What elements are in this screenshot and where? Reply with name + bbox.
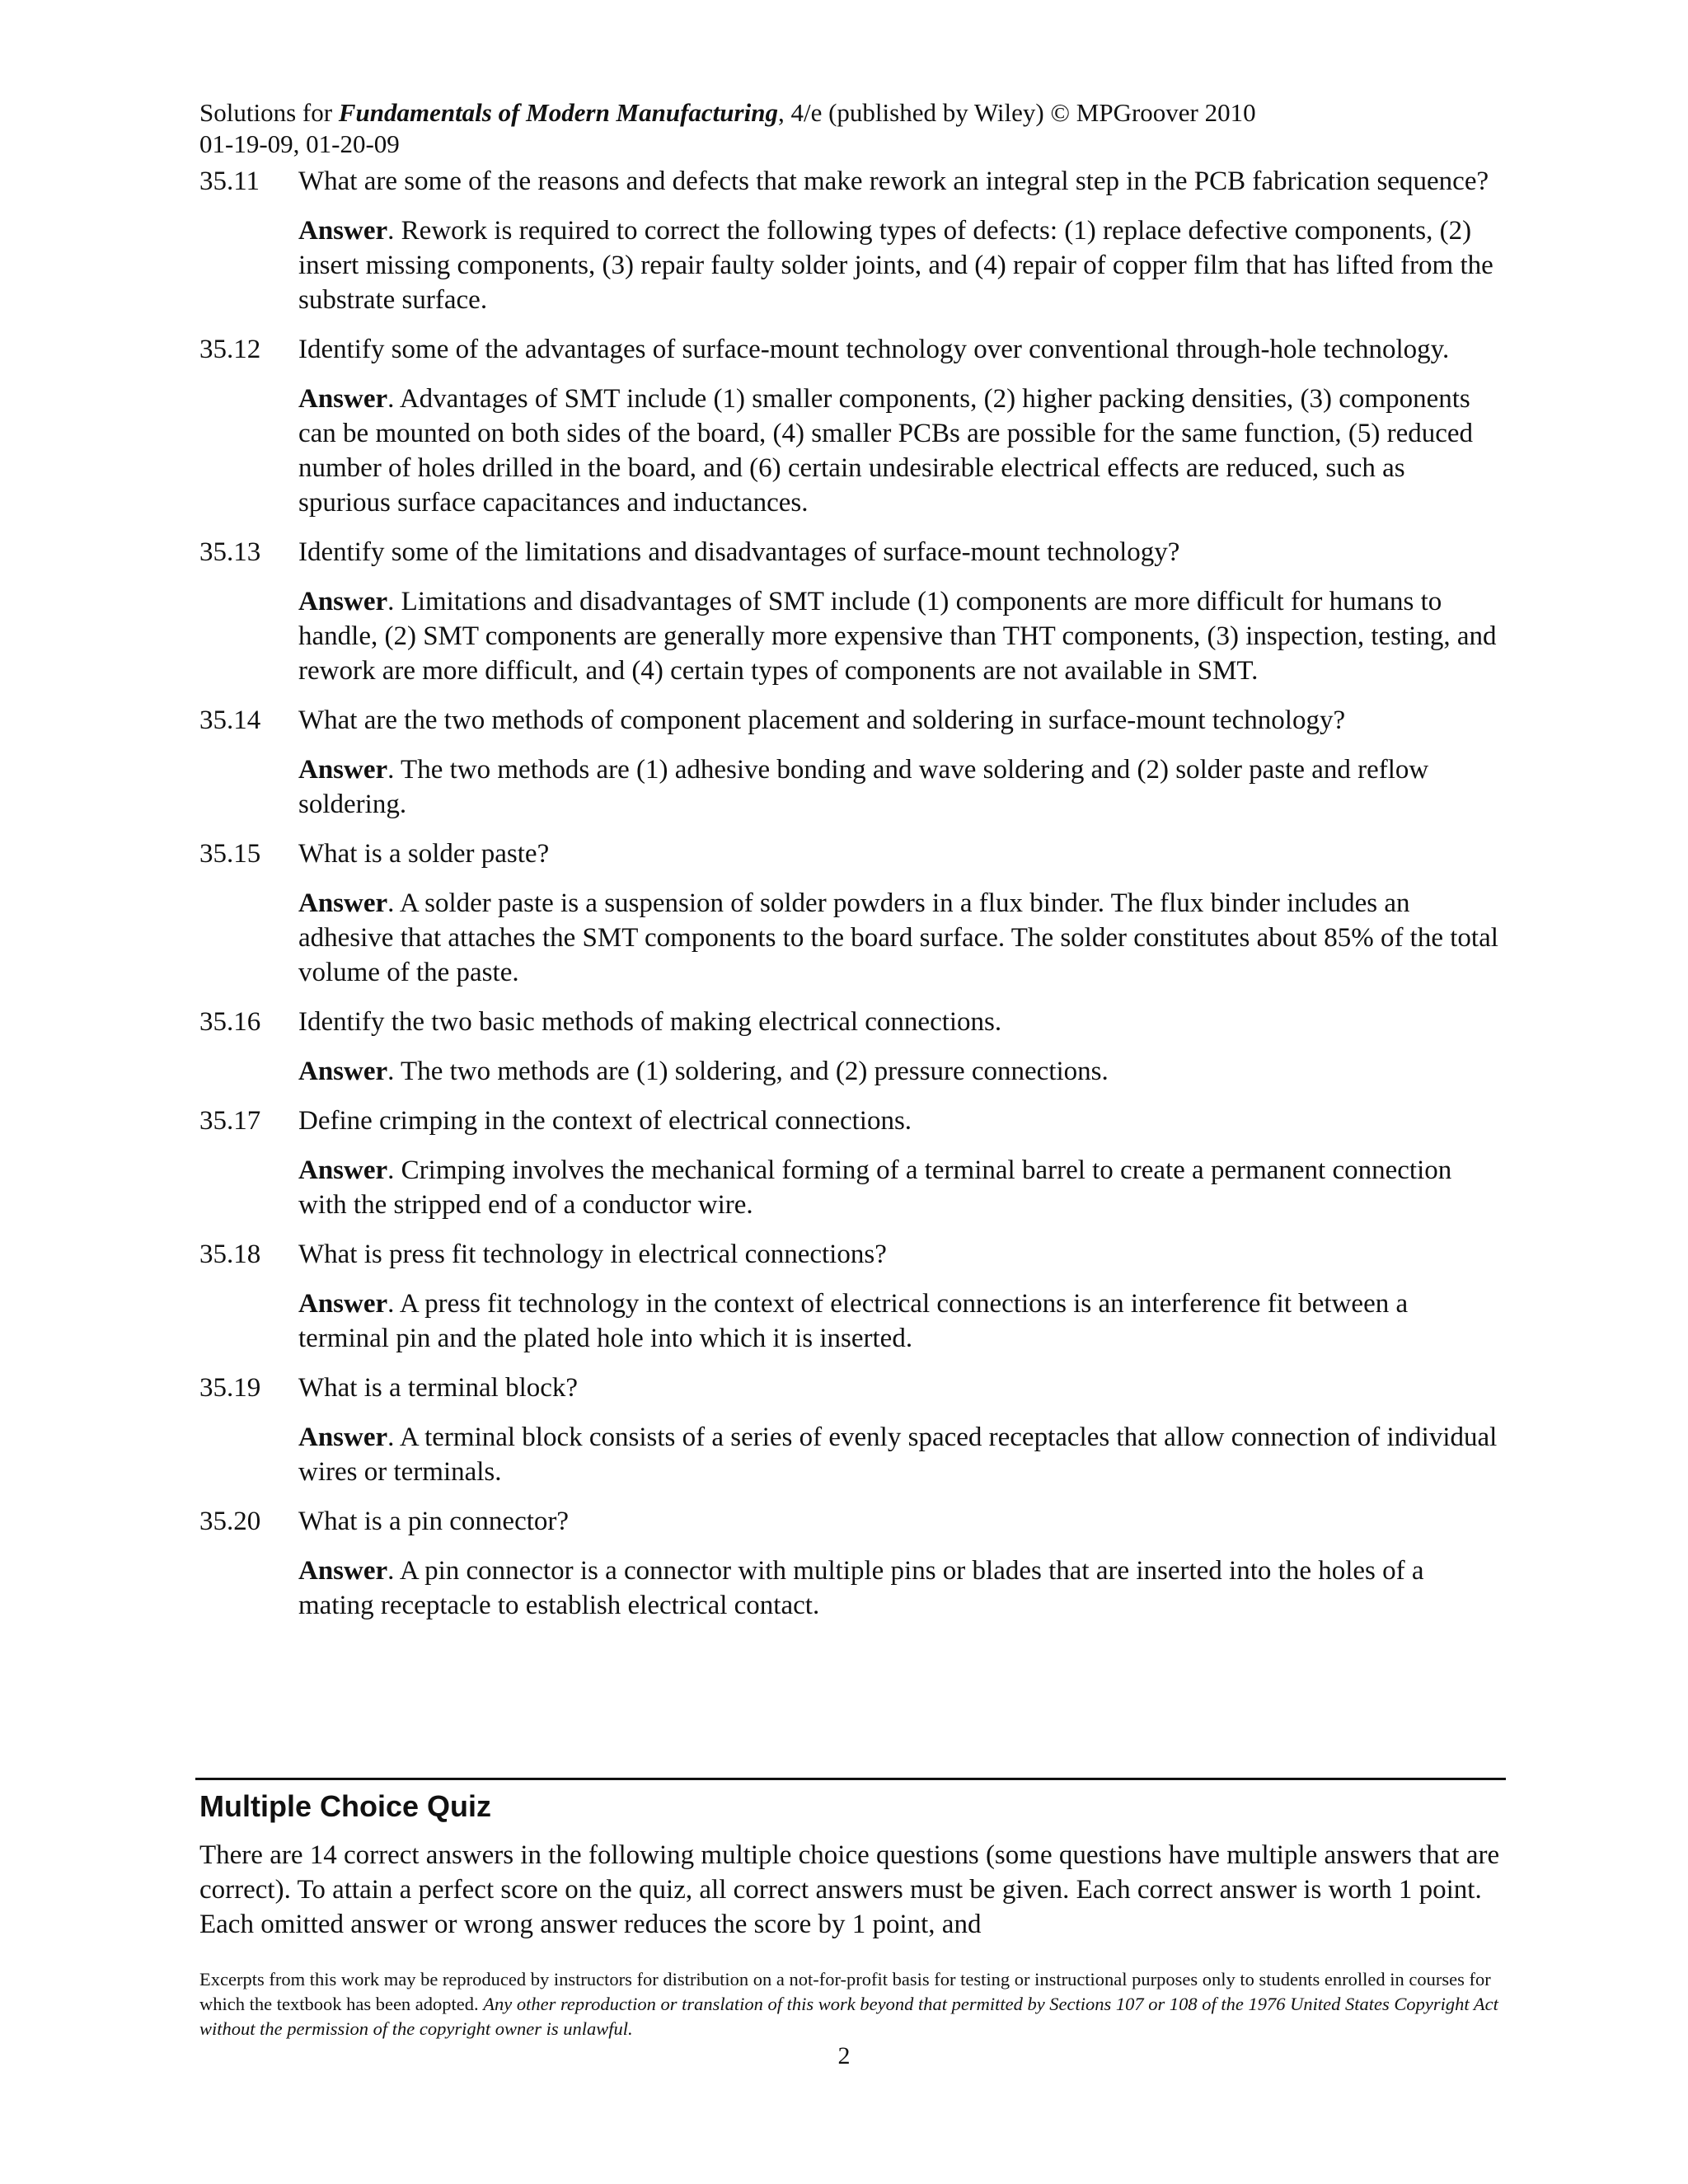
question-number: 35.16 xyxy=(199,1007,261,1037)
header-line-1 xyxy=(199,97,1256,129)
question-text: What is a pin connector? xyxy=(298,1507,570,1536)
question-number: 35.17 xyxy=(199,1106,261,1136)
footer-text: Excerpts from this work may be reproduced by instructors for distribution on a not-for-profit basis for testing or instructional purposes only to students enrolled in courses for which the textbook has been adopted. xyxy=(199,1969,1491,2014)
qa-item xyxy=(199,703,1502,822)
question-number: 35.15 xyxy=(199,839,261,869)
question-text: Identify the two basic methods of making electrical connections. xyxy=(298,1007,1002,1037)
answer-text: . A pin connector is a connector with multiple pins or blades that are inserted into the holes of a mating receptacle to establish electrical contact. xyxy=(298,1556,1424,1620)
footer-italic-text: Any other reproduction or translation of this work beyond that permitted by Sections 107 or 108 of the 1976 United States Copyright Act without the permission of the copyright owner is unlawful. xyxy=(199,1994,1498,2039)
answer-label: Answer xyxy=(298,1556,388,1586)
qa-item xyxy=(199,1104,1502,1222)
question-number: 35.18 xyxy=(199,1240,261,1269)
question-text: Identify some of the advantages of surface-mount technology over conventional through-hole technology. xyxy=(298,335,1450,364)
question-text: What is a solder paste? xyxy=(298,839,550,869)
qa-item xyxy=(199,164,1502,317)
page-number: 2 xyxy=(837,2042,851,2069)
qa-item xyxy=(199,1237,1502,1356)
question-number: 35.20 xyxy=(199,1507,261,1536)
section-divider xyxy=(195,1778,1506,1780)
qa-item xyxy=(199,535,1502,688)
question-text: What is a terminal block? xyxy=(298,1373,579,1403)
question-number: 35.14 xyxy=(199,705,261,735)
answer-text: . Advantages of SMT include (1) smaller components, (2) higher packing densities, (3) components can be mounted on both sides of the board, (4) smaller PCBs are possible for the same function, (5) reduced number of holes drilled in the board, and (6) certain undesirable electrical effects are reduced, such as spurious surface capacitances and inductances. xyxy=(298,384,1474,518)
answer-label: Answer xyxy=(298,587,388,616)
answer-text: . The two methods are (1) soldering, and (2) pressure connections. xyxy=(387,1057,1109,1086)
question-number: 35.12 xyxy=(199,335,261,364)
question-text: Define crimping in the context of electrical connections. xyxy=(298,1106,912,1136)
question-text: What are some of the reasons and defects that make rework an integral step in the PCB fabrication sequence? xyxy=(298,166,1489,196)
header-dates: 01-19-09, 01-20-09 xyxy=(199,129,400,158)
answer-label: Answer xyxy=(298,1289,388,1319)
answer-text: . A press fit technology in the context of electrical connections is an interference fit between a terminal pin and the plated hole into which it is inserted. xyxy=(298,1289,1409,1353)
answer-text: . A terminal block consists of a series of evenly spaced receptacles that allow connection of individual wires or terminals. xyxy=(298,1422,1498,1487)
answer-text: . A solder paste is a suspension of solder powders in a flux binder. The flux binder includes an adhesive that attaches the SMT components to the board surface. The solder constitutes about 85% of the total volume of the paste. xyxy=(298,888,1498,987)
copyright-footer xyxy=(199,1967,1502,2041)
question-text: Identify some of the limitations and disadvantages of surface-mount technology? xyxy=(298,537,1180,567)
answer-label: Answer xyxy=(298,384,388,414)
answer-label: Answer xyxy=(298,1057,388,1086)
answer-text: . The two methods are (1) adhesive bonding and wave soldering and (2) solder paste and reflow soldering. xyxy=(298,755,1429,819)
answer-label: Answer xyxy=(298,1422,388,1452)
answer-text: . Rework is required to correct the following types of defects: (1) replace defective components, (2) insert missing components, (3) repair faulty solder joints, and (4) repair of copper film that has lifted from the substrate surface. xyxy=(298,216,1493,315)
question-number: 35.13 xyxy=(199,537,261,567)
question-number: 35.11 xyxy=(199,166,260,196)
answer-label: Answer xyxy=(298,755,388,785)
answer-label: Answer xyxy=(298,216,388,246)
header-book-title: Fundamentals of Modern Manufacturing xyxy=(338,98,778,127)
qa-item xyxy=(199,332,1502,520)
question-text: What are the two methods of component placement and soldering in surface-mount technology? xyxy=(298,705,1346,735)
question-number: 35.19 xyxy=(199,1373,261,1403)
answer-text: . Crimping involves the mechanical forming of a terminal barrel to create a permanent connection with the stripped end of a conductor wire. xyxy=(298,1155,1452,1220)
answer-label: Answer xyxy=(298,888,388,918)
page-header xyxy=(199,97,1256,160)
question-text: What is press fit technology in electrical connections? xyxy=(298,1240,887,1269)
header-prefix: Solutions for xyxy=(199,98,339,127)
qa-item xyxy=(199,1005,1502,1089)
qa-item xyxy=(199,1504,1502,1623)
qa-list xyxy=(199,164,1502,1638)
answer-label: Answer xyxy=(298,1155,388,1185)
header-suffix: , 4/e (published by Wiley) © MPGroover 2010 xyxy=(777,98,1256,127)
qa-item xyxy=(199,837,1502,990)
quiz-intro: There are 14 correct answers in the following multiple choice questions (some questions have multiple answers that are correct). To attain a perfect score on the quiz, all correct answers must be given. Each correct answer is worth 1 point. Each omitted answer or wrong answer reduces the score by 1 point, and xyxy=(199,1840,1500,1939)
qa-item xyxy=(199,1371,1502,1489)
section-title: Multiple Choice Quiz xyxy=(199,1789,492,1823)
answer-text: . Limitations and disadvantages of SMT include (1) components are more difficult for humans to handle, (2) SMT components are generally more expensive than THT components, (3) inspection, testing, and rework are more difficult, and (4) certain types of components are not available in SMT. xyxy=(298,587,1497,686)
